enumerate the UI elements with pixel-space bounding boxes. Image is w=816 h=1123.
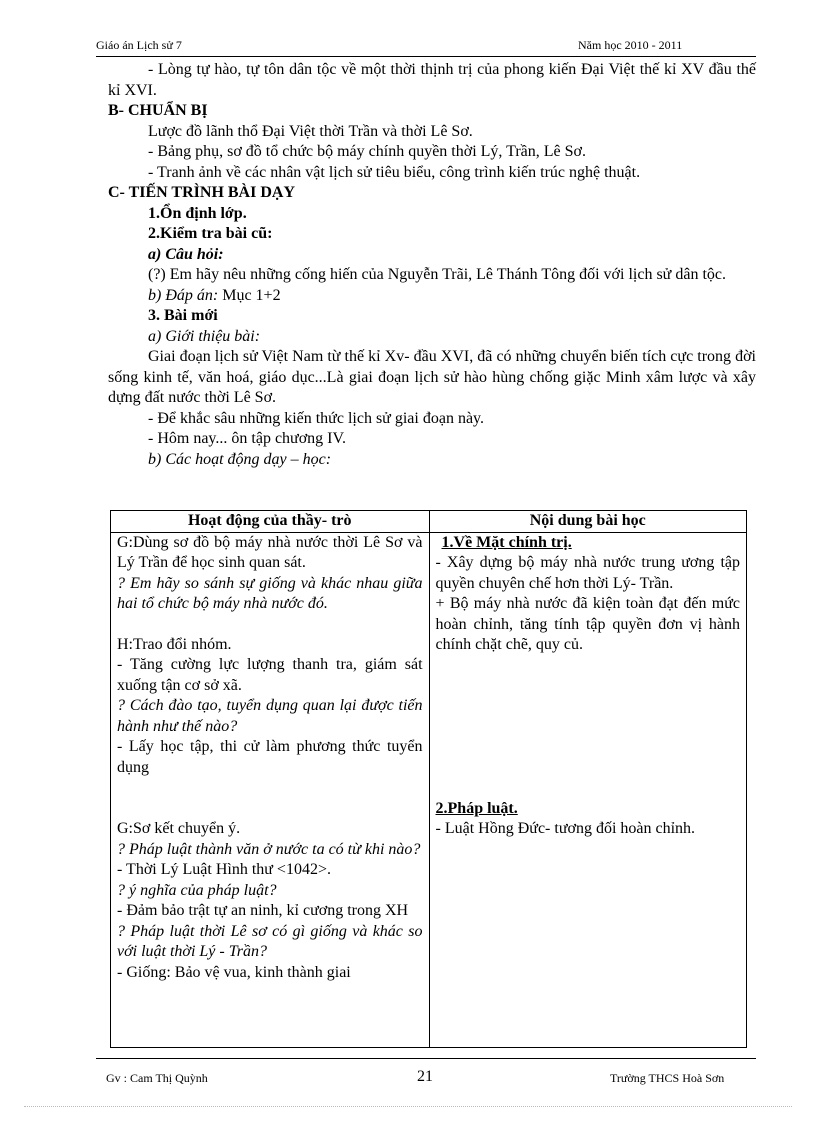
document-body <box>108 60 756 470</box>
activity-question: ? Cách đào tạo, tuyển dụng quan lại được tiến hành như thế nào? <box>117 697 423 735</box>
activities-label: b) Các hoạt động dạy – học: <box>148 450 332 468</box>
intro-line-2: - Để khắc sâu những kiến thức lịch sử giai đoạn này. <box>148 409 484 427</box>
activity-question: ? Pháp luật thành văn ở nước ta có từ khi nào? <box>117 840 421 858</box>
answer-text: Mục 1+2 <box>218 286 281 304</box>
header-subject: Giáo án Lịch sử 7 <box>96 38 182 52</box>
step-1-heading: 1.Ổn định lớp. <box>148 204 247 222</box>
content-heading-politics: 1.Về Mặt chính trị. <box>441 533 572 551</box>
content-line: - Xây dựng bộ máy nhà nước trung ương tập quyền chuyên chế hơn thời Lý- Trần. <box>435 554 740 592</box>
step-3-heading: 3. Bài mới <box>148 307 218 324</box>
content-cell <box>429 532 746 1047</box>
table-row <box>111 532 747 1047</box>
col-header-activities: Hoạt động của thầy- trò <box>111 511 430 533</box>
step-2-heading: 2.Kiểm tra bài cũ: <box>148 225 273 242</box>
activity-line: - Thời Lý Luật Hình thư <1042>. <box>117 861 331 878</box>
activities-cell <box>111 532 430 1047</box>
intro-label: a) Giới thiệu bài: <box>148 327 261 345</box>
prep-item-2: - Bảng phụ, sơ đồ tổ chức bộ máy chính quyền thời Lý, Trần, Lê Sơ. <box>148 143 587 160</box>
activity-question: ? ý nghĩa của pháp luật? <box>117 881 277 899</box>
prep-item-3: - Tranh ảnh về các nhân vật lịch sử tiêu biểu, công trình kiến trúc nghệ thuật. <box>148 163 641 181</box>
section-c-heading: C- TIẾN TRÌNH BÀI DẠY <box>108 184 295 201</box>
intro-text: Giai đoạn lịch sử Việt Nam từ thế kỉ Xv- đầu XVI, đã có những chuyển biến tích cực trong đời sống kinh tế, văn hoá, giáo dục...Là giai đoạn lịch sử hào hùng chống giặc Minh xâm lược và xây dựng đất nước thời Lê Sơ. <box>108 348 756 406</box>
activity-line: G:Dùng sơ đồ bộ máy nhà nước thời Lê Sơ và Lý Trần để học sinh quan sát. <box>117 533 423 571</box>
prep-item-1: Lược đồ lãnh thổ Đại Việt thời Trần và thời Lê Sơ. <box>148 122 473 140</box>
footer-school: Trường THCS Hoà Sơn <box>610 1071 725 1085</box>
answer-label: b) Đáp án: <box>148 286 219 304</box>
content-line: - Luật Hồng Đức- tương đối hoàn chỉnh. <box>435 820 696 837</box>
header-school-year: Năm học 2010 - 2011 <box>578 38 683 52</box>
objective-line: - Lòng tự hào, tự tôn dân tộc về một thời thịnh trị của phong kiến Đại Việt thế kỉ XV đầu thế kỉ XVI. <box>108 61 756 99</box>
activity-line: - Tăng cường lực lượng thanh tra, giám sát xuống tận cơ sở xã. <box>117 656 423 694</box>
table-header-row <box>111 511 747 533</box>
header-rule <box>96 56 756 57</box>
col-header-content: Nội dung bài học <box>429 511 746 533</box>
activity-question: ? Pháp luật thời Lê sơ có gì giống và khác so với luật thời Lý - Trần? <box>117 922 423 960</box>
activity-line: - Lấy học tập, thi cử làm phương thức tuyển dụng <box>117 738 423 776</box>
content-heading-law: 2.Pháp luật. <box>435 799 518 817</box>
activity-line: H:Trao đổi nhóm. <box>117 635 232 653</box>
footer-rule <box>96 1058 756 1059</box>
content-line: + Bộ máy nhà nước đã kiện toàn đạt đến mức hoàn chỉnh, tăng tính tập quyền đơn vị hành chính chặt chẽ, quy củ. <box>435 595 740 653</box>
lesson-table <box>110 510 747 1048</box>
intro-line-3: - Hôm nay... ôn tập chương IV. <box>148 430 346 447</box>
activity-line: G:Sơ kết chuyển ý. <box>117 820 241 837</box>
question-label: a) Câu hỏi: <box>148 245 224 263</box>
page-number: 21 <box>417 1068 433 1085</box>
section-b-heading: B- CHUẨN BỊ <box>108 102 208 119</box>
page-edge <box>24 1106 792 1107</box>
answer-line <box>108 286 756 307</box>
activity-line: - Giống: Bảo vệ vua, kinh thành giai <box>117 963 351 981</box>
activity-question: ? Em hãy so sánh sự giống và khác nhau giữa hai tổ chức bộ máy nhà nước đó. <box>117 574 423 612</box>
activity-line: - Đảm bảo trật tự an ninh, kỉ cương trong XH <box>117 902 409 919</box>
footer-teacher: Gv : Cam Thị Quỳnh <box>106 1071 208 1085</box>
question-text: (?) Em hãy nêu những cống hiến của Nguyễn Trãi, Lê Thánh Tông đối với lịch sử dân tộc. <box>148 266 726 283</box>
